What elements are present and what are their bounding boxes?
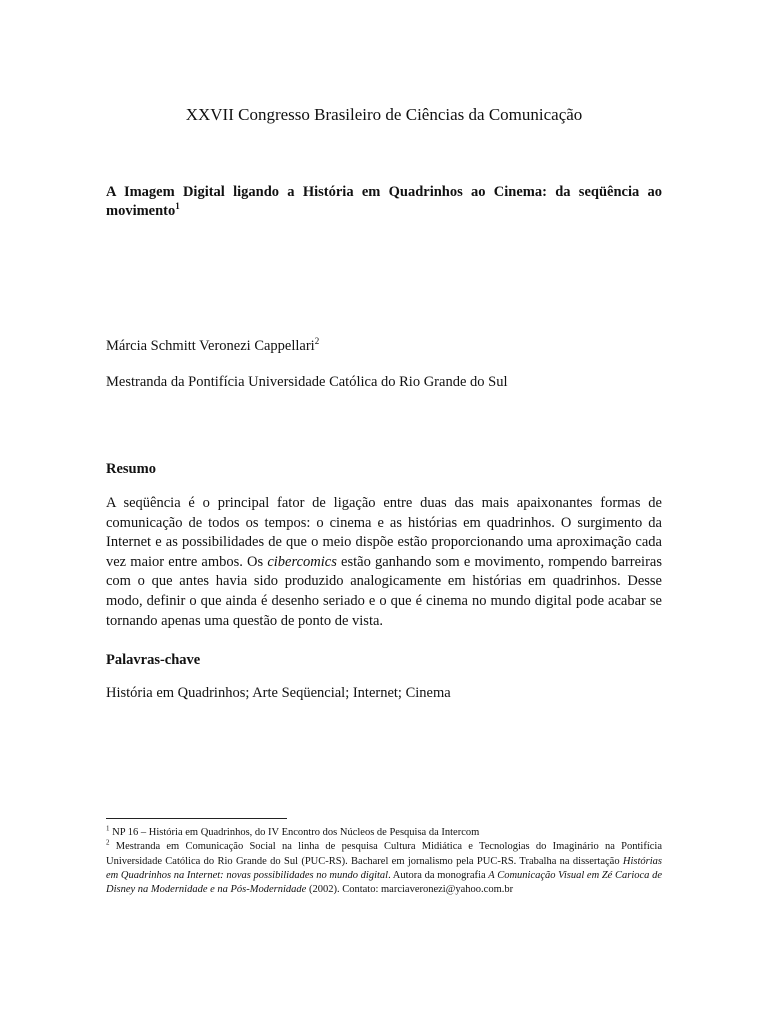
footnote-1-text: NP 16 – História em Quadrinhos, do IV Encontro dos Núcleos de Pesquisa da Intercom [112,827,480,838]
footnote-2-text-part2: . Autora da monografia [388,869,489,881]
abstract-text-part2: estão ganhando som e movimento, rompendo barreiras com o que antes havia sido produzido analogicamente em histórias em quadrinhos. Desse modo, definir o que ainda é desenho seriado e o que é cinema no mundo digital pode acabar se tornando apenas uma questão de ponto de vista. [106,553,662,629]
footnote-2-monograph-title: A Comunicação Visual em Zé Carioca de Disney na Modernidade e na Pós-Modernidade [106,869,662,896]
author-footnote-mark: 2 [314,336,320,347]
footnote-2-dissertation-title: Histórias em Quadrinhos na Internet: novas possibilidades no mundo digital [106,855,662,881]
title-footnote-mark: 1 [175,201,180,212]
abstract-italic-term: cibercomics [267,553,337,570]
footnote-2-mark: 2 [106,838,110,847]
abstract-heading: Resumo [106,461,156,477]
author-affiliation: Mestranda da Pontifícia Universidade Católica do Rio Grande do Sul [106,374,508,390]
footnote-2-text-part3: (2002). Contato: marciaveronezi@yahoo.com.br [306,884,514,896]
abstract-body [106,494,662,631]
author-name [106,338,319,355]
abstract-text-part1: A seqüência é o principal fator de ligação entre duas das mais apaixonantes formas de comunicação de todos os tempos: o cinema e as histórias em quadrinhos. O surgimento da Internet e as possibilidades de que o meio dispõe estão proporcionando uma aproximação cada vez maior entre ambos. Os [106,495,662,570]
keywords-heading: Palavras-chave [106,652,201,668]
footnotes [106,826,662,897]
keywords-list: História em Quadrinhos; Arte Seqüencial; Internet; Cinema [106,685,451,701]
footnote-1 [106,826,662,840]
footnote-separator [106,818,287,819]
footnote-1-mark: 1 [106,824,110,833]
paper-title-text: A Imagem Digital ligando a História em Quadrinhos ao Cinema: da seqüência ao movimento [106,184,662,219]
footnote-2-text-part1: Mestranda em Comunicação Social na linha de pesquisa Cultura Midiática e Tecnologias do Imaginário na Pontifícia Universidade Católica do Rio Grande do Sul (PUC-RS). Bacharel em jornalismo pela PUC-RS. Trabalha na dissertação [106,841,663,867]
author-name-text: Márcia Schmitt Veronezi Cappellari [106,338,315,354]
conference-header: XXVII Congresso Brasileiro de Ciências da Comunicação [185,105,583,124]
footnote-2 [106,840,662,897]
paper-title [106,183,662,221]
